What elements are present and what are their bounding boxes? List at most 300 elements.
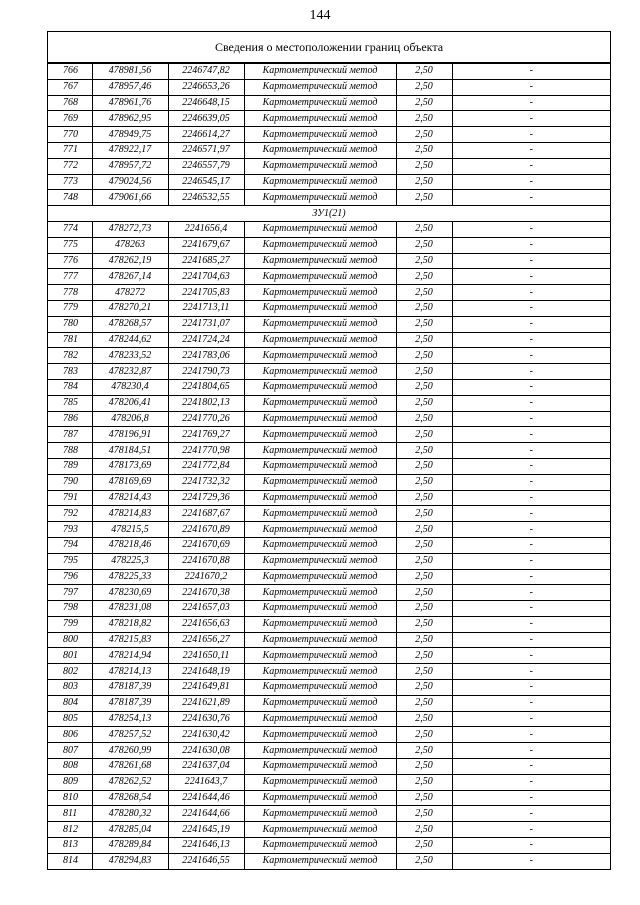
table-row [48,269,610,285]
x-coordinate-cell: 478962,95 [92,111,168,127]
accuracy-cell: 2,50 [396,427,452,443]
accuracy-cell: 2,50 [396,379,452,395]
y-coordinate-cell: 2241670,2 [168,569,244,585]
x-coordinate-cell: 478981,56 [92,64,168,80]
x-coordinate-cell: 478214,13 [92,664,168,680]
y-coordinate-cell: 2241783,06 [168,348,244,364]
method-cell: Картометрический метод [244,648,396,664]
y-coordinate-cell: 2241646,13 [168,838,244,854]
page-number: 144 [309,8,331,23]
accuracy-cell: 2,50 [396,616,452,632]
description-cell: - [452,158,610,174]
y-coordinate-cell: 2241656,63 [168,616,244,632]
description-cell: - [452,316,610,332]
description-cell: - [452,174,610,190]
table-row [48,648,610,664]
y-coordinate-cell: 2246639,05 [168,111,244,127]
point-number-cell: 774 [48,221,92,237]
accuracy-cell: 2,50 [396,853,452,868]
accuracy-cell: 2,50 [396,490,452,506]
table-row [48,443,610,459]
x-coordinate-cell: 478257,52 [92,727,168,743]
table-row [48,316,610,332]
description-cell: - [452,759,610,775]
description-cell: - [452,695,610,711]
accuracy-cell: 2,50 [396,79,452,95]
y-coordinate-cell: 2241729,36 [168,490,244,506]
method-cell: Картометрический метод [244,300,396,316]
table-row [48,427,610,443]
description-cell: - [452,474,610,490]
description-cell: - [452,237,610,253]
table-row [48,727,610,743]
table-row [48,411,610,427]
accuracy-cell: 2,50 [396,395,452,411]
description-cell: - [452,269,610,285]
y-coordinate-cell: 2241648,19 [168,664,244,680]
x-coordinate-cell: 478187,39 [92,695,168,711]
x-coordinate-cell: 478268,54 [92,790,168,806]
accuracy-cell: 2,50 [396,158,452,174]
point-number-cell: 770 [48,127,92,143]
point-number-cell: 813 [48,838,92,854]
method-cell: Картометрический метод [244,474,396,490]
y-coordinate-cell: 2241670,69 [168,537,244,553]
accuracy-cell: 2,50 [396,174,452,190]
point-number-cell: 803 [48,680,92,696]
method-cell: Картометрический метод [244,332,396,348]
table-row [48,174,610,190]
method-cell: Картометрический метод [244,585,396,601]
table-row [48,537,610,553]
x-coordinate-cell: 478294,83 [92,853,168,868]
accuracy-cell: 2,50 [396,553,452,569]
point-number-cell: 769 [48,111,92,127]
description-cell: - [452,395,610,411]
table-row [48,853,610,868]
method-cell: Картометрический метод [244,695,396,711]
table-row [48,127,610,143]
point-number-cell: 777 [48,269,92,285]
y-coordinate-cell: 2246532,55 [168,190,244,206]
method-cell: Картометрический метод [244,632,396,648]
y-coordinate-cell: 2246557,79 [168,158,244,174]
x-coordinate-cell: 478230,4 [92,379,168,395]
accuracy-cell: 2,50 [396,348,452,364]
description-cell: - [452,142,610,158]
x-coordinate-cell: 478225,33 [92,569,168,585]
point-number-cell: 812 [48,822,92,838]
accuracy-cell: 2,50 [396,680,452,696]
point-number-cell: 792 [48,506,92,522]
table-row [48,253,610,269]
point-number-cell: 780 [48,316,92,332]
point-number-cell: 784 [48,379,92,395]
point-number-cell: 809 [48,774,92,790]
description-cell: - [452,537,610,553]
x-coordinate-cell: 478218,46 [92,537,168,553]
accuracy-cell: 2,50 [396,474,452,490]
point-number-cell: 772 [48,158,92,174]
x-coordinate-cell: 478949,75 [92,127,168,143]
description-cell: - [452,427,610,443]
y-coordinate-cell: 2241644,66 [168,806,244,822]
point-number-cell: 781 [48,332,92,348]
y-coordinate-cell: 2241670,88 [168,553,244,569]
point-number-cell: 775 [48,237,92,253]
method-cell: Картометрический метод [244,680,396,696]
accuracy-cell: 2,50 [396,237,452,253]
point-number-cell: 814 [48,853,92,868]
method-cell: Картометрический метод [244,537,396,553]
table-row [48,64,610,80]
point-number-cell: 794 [48,537,92,553]
method-cell: Картометрический метод [244,790,396,806]
point-number-cell: 776 [48,253,92,269]
point-number-cell: 766 [48,64,92,80]
accuracy-cell: 2,50 [396,601,452,617]
accuracy-cell: 2,50 [396,332,452,348]
method-cell: Картометрический метод [244,269,396,285]
point-number-cell: 793 [48,522,92,538]
x-coordinate-cell: 478262,19 [92,253,168,269]
point-number-cell: 773 [48,174,92,190]
description-cell: - [452,806,610,822]
method-cell: Картометрический метод [244,127,396,143]
table-row [48,506,610,522]
y-coordinate-cell: 2241732,32 [168,474,244,490]
accuracy-cell: 2,50 [396,806,452,822]
x-coordinate-cell: 478187,39 [92,680,168,696]
table-row [48,142,610,158]
x-coordinate-cell: 478261,68 [92,759,168,775]
method-cell: Картометрический метод [244,253,396,269]
point-number-cell: 768 [48,95,92,111]
point-number-cell: 785 [48,395,92,411]
accuracy-cell: 2,50 [396,838,452,854]
boundary-table-container [47,31,611,870]
accuracy-cell: 2,50 [396,443,452,459]
accuracy-cell: 2,50 [396,269,452,285]
y-coordinate-cell: 2241657,03 [168,601,244,617]
x-coordinate-cell: 479024,56 [92,174,168,190]
y-coordinate-cell: 2241687,67 [168,506,244,522]
method-cell: Картометрический метод [244,506,396,522]
accuracy-cell: 2,50 [396,221,452,237]
method-cell: Картометрический метод [244,237,396,253]
description-cell: - [452,506,610,522]
description-cell: - [452,221,610,237]
accuracy-cell: 2,50 [396,727,452,743]
description-cell: - [452,95,610,111]
x-coordinate-cell: 478215,83 [92,632,168,648]
x-coordinate-cell: 478184,51 [92,443,168,459]
accuracy-cell: 2,50 [396,111,452,127]
accuracy-cell: 2,50 [396,458,452,474]
point-number-cell: 789 [48,458,92,474]
x-coordinate-cell: 478262,52 [92,774,168,790]
method-cell: Картометрический метод [244,111,396,127]
table-row [48,300,610,316]
x-coordinate-cell: 479061,66 [92,190,168,206]
x-coordinate-cell: 478289,84 [92,838,168,854]
y-coordinate-cell: 2241679,67 [168,237,244,253]
point-number-cell: 807 [48,743,92,759]
accuracy-cell: 2,50 [396,190,452,206]
method-cell: Картометрический метод [244,79,396,95]
x-coordinate-cell: 478169,69 [92,474,168,490]
accuracy-cell: 2,50 [396,711,452,727]
table-row [48,221,610,237]
table-title: Сведения о местоположении границ объекта [48,32,610,63]
accuracy-cell: 2,50 [396,790,452,806]
y-coordinate-cell: 2241670,38 [168,585,244,601]
table-row [48,664,610,680]
table-row [48,364,610,380]
accuracy-cell: 2,50 [396,774,452,790]
y-coordinate-cell: 2241643,7 [168,774,244,790]
method-cell: Картометрический метод [244,838,396,854]
table-row [48,158,610,174]
y-coordinate-cell: 2241790,73 [168,364,244,380]
x-coordinate-cell: 478260,99 [92,743,168,759]
description-cell: - [452,285,610,301]
description-cell: - [452,458,610,474]
method-cell: Картометрический метод [244,806,396,822]
x-coordinate-cell: 478272,73 [92,221,168,237]
point-number-cell: 808 [48,759,92,775]
description-cell: - [452,364,610,380]
table-row [48,585,610,601]
x-coordinate-cell: 478272 [92,285,168,301]
table-row [48,79,610,95]
x-coordinate-cell: 478270,21 [92,300,168,316]
method-cell: Картометрический метод [244,616,396,632]
method-cell: Картометрический метод [244,190,396,206]
section-label: ЗУ1(21) [48,206,610,222]
table-row [48,632,610,648]
table-body [48,64,610,869]
table-row [48,680,610,696]
description-cell: - [452,838,610,854]
x-coordinate-cell: 478268,57 [92,316,168,332]
y-coordinate-cell: 2241685,27 [168,253,244,269]
method-cell: Картометрический метод [244,285,396,301]
accuracy-cell: 2,50 [396,142,452,158]
point-number-cell: 788 [48,443,92,459]
description-cell: - [452,443,610,459]
y-coordinate-cell: 2241704,63 [168,269,244,285]
description-cell: - [452,379,610,395]
y-coordinate-cell: 2246747,82 [168,64,244,80]
method-cell: Картометрический метод [244,221,396,237]
method-cell: Картометрический метод [244,316,396,332]
table-row [48,332,610,348]
y-coordinate-cell: 2241656,4 [168,221,244,237]
accuracy-cell: 2,50 [396,648,452,664]
y-coordinate-cell: 2241630,76 [168,711,244,727]
table-row [48,522,610,538]
point-number-cell: 800 [48,632,92,648]
table-row [48,490,610,506]
method-cell: Картометрический метод [244,553,396,569]
description-cell: - [452,664,610,680]
description-cell: - [452,64,610,80]
x-coordinate-cell: 478214,94 [92,648,168,664]
y-coordinate-cell: 2241644,46 [168,790,244,806]
method-cell: Картометрический метод [244,348,396,364]
accuracy-cell: 2,50 [396,64,452,80]
x-coordinate-cell: 478267,14 [92,269,168,285]
table-row [48,95,610,111]
description-cell: - [452,111,610,127]
point-number-cell: 810 [48,790,92,806]
point-number-cell: 795 [48,553,92,569]
x-coordinate-cell: 478225,3 [92,553,168,569]
table-row [48,474,610,490]
method-cell: Картометрический метод [244,853,396,868]
x-coordinate-cell: 478215,5 [92,522,168,538]
table-row [48,822,610,838]
point-number-cell: 797 [48,585,92,601]
point-number-cell: 801 [48,648,92,664]
accuracy-cell: 2,50 [396,95,452,111]
description-cell: - [452,348,610,364]
description-cell: - [452,743,610,759]
method-cell: Картометрический метод [244,411,396,427]
table-row [48,348,610,364]
y-coordinate-cell: 2241770,98 [168,443,244,459]
description-cell: - [452,853,610,868]
x-coordinate-cell: 478280,32 [92,806,168,822]
table-row [48,395,610,411]
accuracy-cell: 2,50 [396,127,452,143]
method-cell: Картометрический метод [244,522,396,538]
method-cell: Картометрический метод [244,601,396,617]
method-cell: Картометрический метод [244,774,396,790]
accuracy-cell: 2,50 [396,506,452,522]
table-row [48,774,610,790]
x-coordinate-cell: 478957,72 [92,158,168,174]
point-number-cell: 791 [48,490,92,506]
description-cell: - [452,569,610,585]
method-cell: Картометрический метод [244,174,396,190]
point-number-cell: 787 [48,427,92,443]
description-cell: - [452,553,610,569]
description-cell: - [452,190,610,206]
accuracy-cell: 2,50 [396,822,452,838]
accuracy-cell: 2,50 [396,285,452,301]
point-number-cell: 804 [48,695,92,711]
method-cell: Картометрический метод [244,727,396,743]
point-number-cell: 786 [48,411,92,427]
accuracy-cell: 2,50 [396,253,452,269]
point-number-cell: 748 [48,190,92,206]
method-cell: Картометрический метод [244,379,396,395]
x-coordinate-cell: 478231,08 [92,601,168,617]
table-row [48,379,610,395]
table-row [48,285,610,301]
table-row [48,237,610,253]
x-coordinate-cell: 478214,83 [92,506,168,522]
table-row [48,601,610,617]
accuracy-cell: 2,50 [396,585,452,601]
method-cell: Картометрический метод [244,395,396,411]
point-number-cell: 782 [48,348,92,364]
y-coordinate-cell: 2241772,84 [168,458,244,474]
x-coordinate-cell: 478206,41 [92,395,168,411]
description-cell: - [452,490,610,506]
x-coordinate-cell: 478196,91 [92,427,168,443]
x-coordinate-cell: 478922,17 [92,142,168,158]
description-cell: - [452,632,610,648]
y-coordinate-cell: 2246571,97 [168,142,244,158]
table-row [48,569,610,585]
method-cell: Картометрический метод [244,364,396,380]
point-number-cell: 796 [48,569,92,585]
accuracy-cell: 2,50 [396,537,452,553]
method-cell: Картометрический метод [244,664,396,680]
y-coordinate-cell: 2241656,27 [168,632,244,648]
method-cell: Картометрический метод [244,64,396,80]
point-number-cell: 805 [48,711,92,727]
accuracy-cell: 2,50 [396,300,452,316]
y-coordinate-cell: 2241621,89 [168,695,244,711]
point-number-cell: 779 [48,300,92,316]
x-coordinate-cell: 478285,04 [92,822,168,838]
method-cell: Картометрический метод [244,443,396,459]
description-cell: - [452,616,610,632]
section-row [48,206,610,222]
y-coordinate-cell: 2246545,17 [168,174,244,190]
description-cell: - [452,711,610,727]
point-number-cell: 790 [48,474,92,490]
y-coordinate-cell: 2241769,27 [168,427,244,443]
description-cell: - [452,300,610,316]
y-coordinate-cell: 2246653,26 [168,79,244,95]
table-row [48,838,610,854]
table-row [48,759,610,775]
x-coordinate-cell: 478244,62 [92,332,168,348]
accuracy-cell: 2,50 [396,364,452,380]
y-coordinate-cell: 2241770,26 [168,411,244,427]
description-cell: - [452,822,610,838]
accuracy-cell: 2,50 [396,522,452,538]
point-number-cell: 799 [48,616,92,632]
y-coordinate-cell: 2241705,83 [168,285,244,301]
method-cell: Картометрический метод [244,458,396,474]
x-coordinate-cell: 478233,52 [92,348,168,364]
method-cell: Картометрический метод [244,569,396,585]
x-coordinate-cell: 478961,76 [92,95,168,111]
table-row [48,806,610,822]
table-row [48,743,610,759]
point-number-cell: 802 [48,664,92,680]
table-row [48,790,610,806]
method-cell: Картометрический метод [244,142,396,158]
y-coordinate-cell: 2241646,55 [168,853,244,868]
description-cell: - [452,79,610,95]
point-number-cell: 771 [48,142,92,158]
y-coordinate-cell: 2246614,27 [168,127,244,143]
y-coordinate-cell: 2241645,19 [168,822,244,838]
description-cell: - [452,790,610,806]
table-row [48,553,610,569]
description-cell: - [452,648,610,664]
method-cell: Картометрический метод [244,95,396,111]
x-coordinate-cell: 478254,13 [92,711,168,727]
accuracy-cell: 2,50 [396,411,452,427]
